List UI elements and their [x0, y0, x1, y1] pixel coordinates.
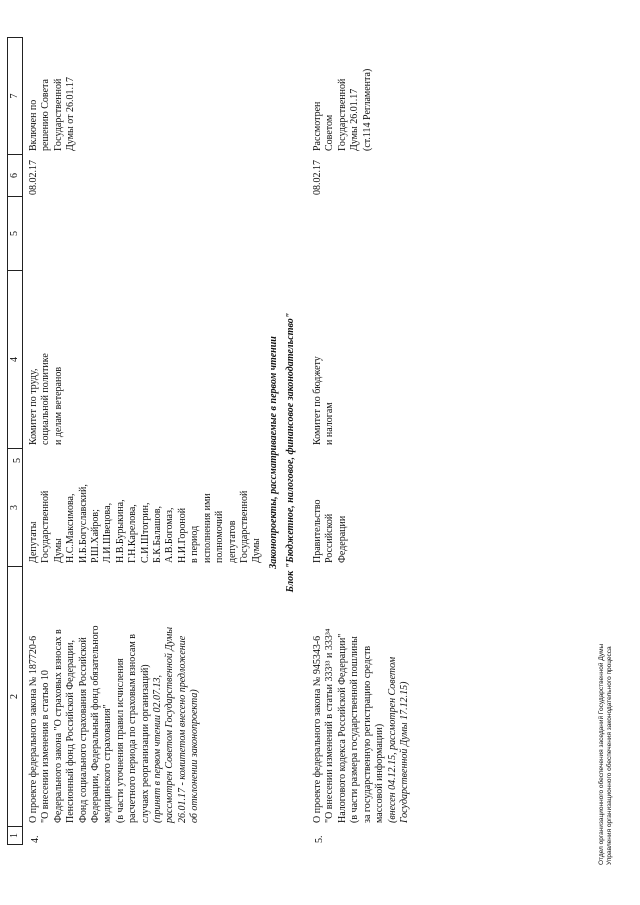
column-header-2: 2 — [7, 567, 23, 827]
bill-note: (принят в первом чтении 02.07.13, рассмотрен Советом Государственной Думы 26.01.17 - комитетом внесено предложение об отклонении законопроекта) — [152, 626, 201, 823]
section-title: Законопроекты, рассматриваемые в первом чтении — [268, 336, 279, 569]
responsible-committee: Комитет по труду, социальной политике и делам ветеранов — [28, 353, 64, 445]
status-note: Рассмотрен Советом Государственной Думы 26.01.17 (ст.114 Регламента) — [312, 68, 373, 151]
row-number: 4. — [30, 835, 41, 843]
bill-title: О проекте федерального закона № 945343-6 "О внесении изменений в статьи 333³³ и 333³⁴ Налогового кодекса Российской Федерации" (в части размера государственной пошлины за государственную регистрацию средств массовой информации) — [312, 628, 386, 823]
initiator: Правительство Российской Федерации — [312, 499, 348, 563]
column-header-7: 7 — [7, 37, 23, 155]
footer-line-1: Отдел организационного обеспечения заседаний Государственной Думы — [598, 643, 605, 865]
responsible-committee: Комитет по бюджету и налогам — [312, 356, 336, 445]
footer-line-2: Управления организационного обеспечения законодательного процесса — [606, 646, 613, 865]
consideration-date: 08.02.17 — [28, 160, 39, 195]
column-header-6: 6 — [7, 155, 23, 197]
page-number: 5 — [12, 458, 23, 463]
column-header-4: 4 — [7, 271, 23, 449]
initiator: Депутаты Государственной Думы Н.С.Максимова, И.Б.Богуславский, Р.Ш.Хайров; Л.И.Швецова, Н.В.Бурыкина, Г.Н.Карелова, С.И.Штогрин, Б.К.Балашов, А.В.Богомаз, Н.И.Гороной в период исполнения ими полномочий депутатов Государственной Думы — [28, 484, 263, 563]
status-note: Включен по решению Совета Государственной Думы от 26.01.17 — [28, 77, 77, 151]
row-number: 5. — [314, 835, 325, 843]
column-header-5: 5 — [7, 197, 23, 271]
bill-note: (внесен 04.12.15, рассмотрен Советом Государственной Думы 17.12.15) — [387, 656, 411, 823]
block-title: Блок "Бюджетное, налоговое, финансовое законодательство" — [285, 312, 296, 593]
column-header-3: 3 — [7, 449, 23, 567]
bill-title: О проекте федерального закона № 187720-6 "О внесении изменения в статью 10 Федерального закона "О страховых взносах в Пенсионный фонд Российской Федерации, Фонд социального страхования Российской Федерации, Федеральный фонд обязательного медицинского страхования" (в части уточнения правил исчисления расчетного периода по страховым взносам в случаях реорганизации организаций) — [28, 625, 151, 823]
consideration-date: 08.02.17 — [312, 160, 323, 195]
column-header-1: 1 — [7, 827, 23, 845]
